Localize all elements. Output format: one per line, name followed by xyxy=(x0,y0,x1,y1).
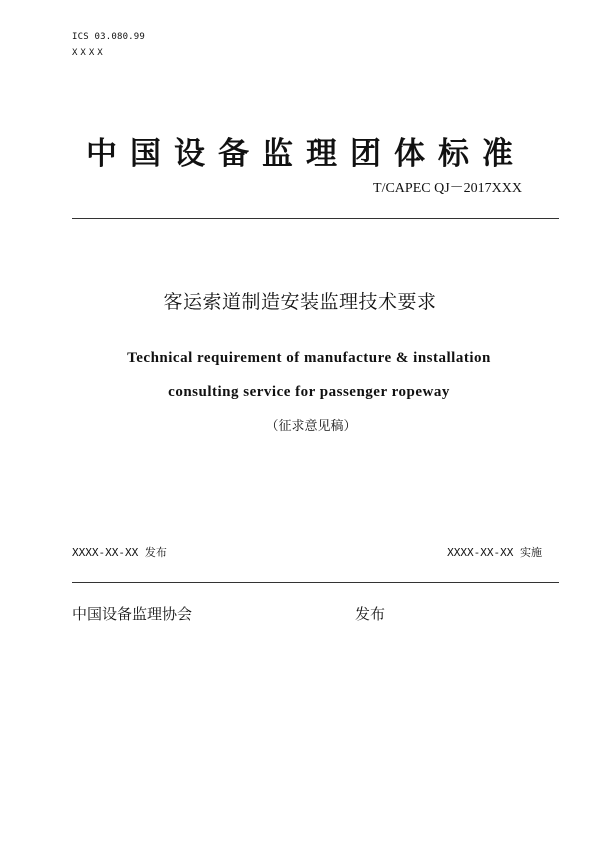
category-code: XXXX xyxy=(72,48,106,58)
header-divider xyxy=(72,218,559,219)
standard-series-title: 中国设备监理团体标准 xyxy=(86,136,526,172)
document-title-english-line-2: consulting service for passenger ropeway xyxy=(168,384,450,400)
document-title-english-line-1: Technical requirement of manufacture & installation xyxy=(127,350,491,366)
implementation-date: XXXX-XX-XX 实施 xyxy=(447,546,542,559)
issuing-organization: 中国设备监理协会 xyxy=(72,605,193,623)
document-title-chinese: 客运索道制造安装监理技术要求 xyxy=(163,291,437,313)
ics-code: ICS 03.080.99 xyxy=(72,32,146,42)
standard-number: T/CAPEC QJ－2017XXX xyxy=(373,181,522,196)
draft-status-note: （征求意见稿） xyxy=(265,419,357,434)
issue-date: XXXX-XX-XX 发布 xyxy=(72,546,167,559)
footer-divider xyxy=(72,582,559,583)
publish-label: 发布 xyxy=(355,605,386,623)
